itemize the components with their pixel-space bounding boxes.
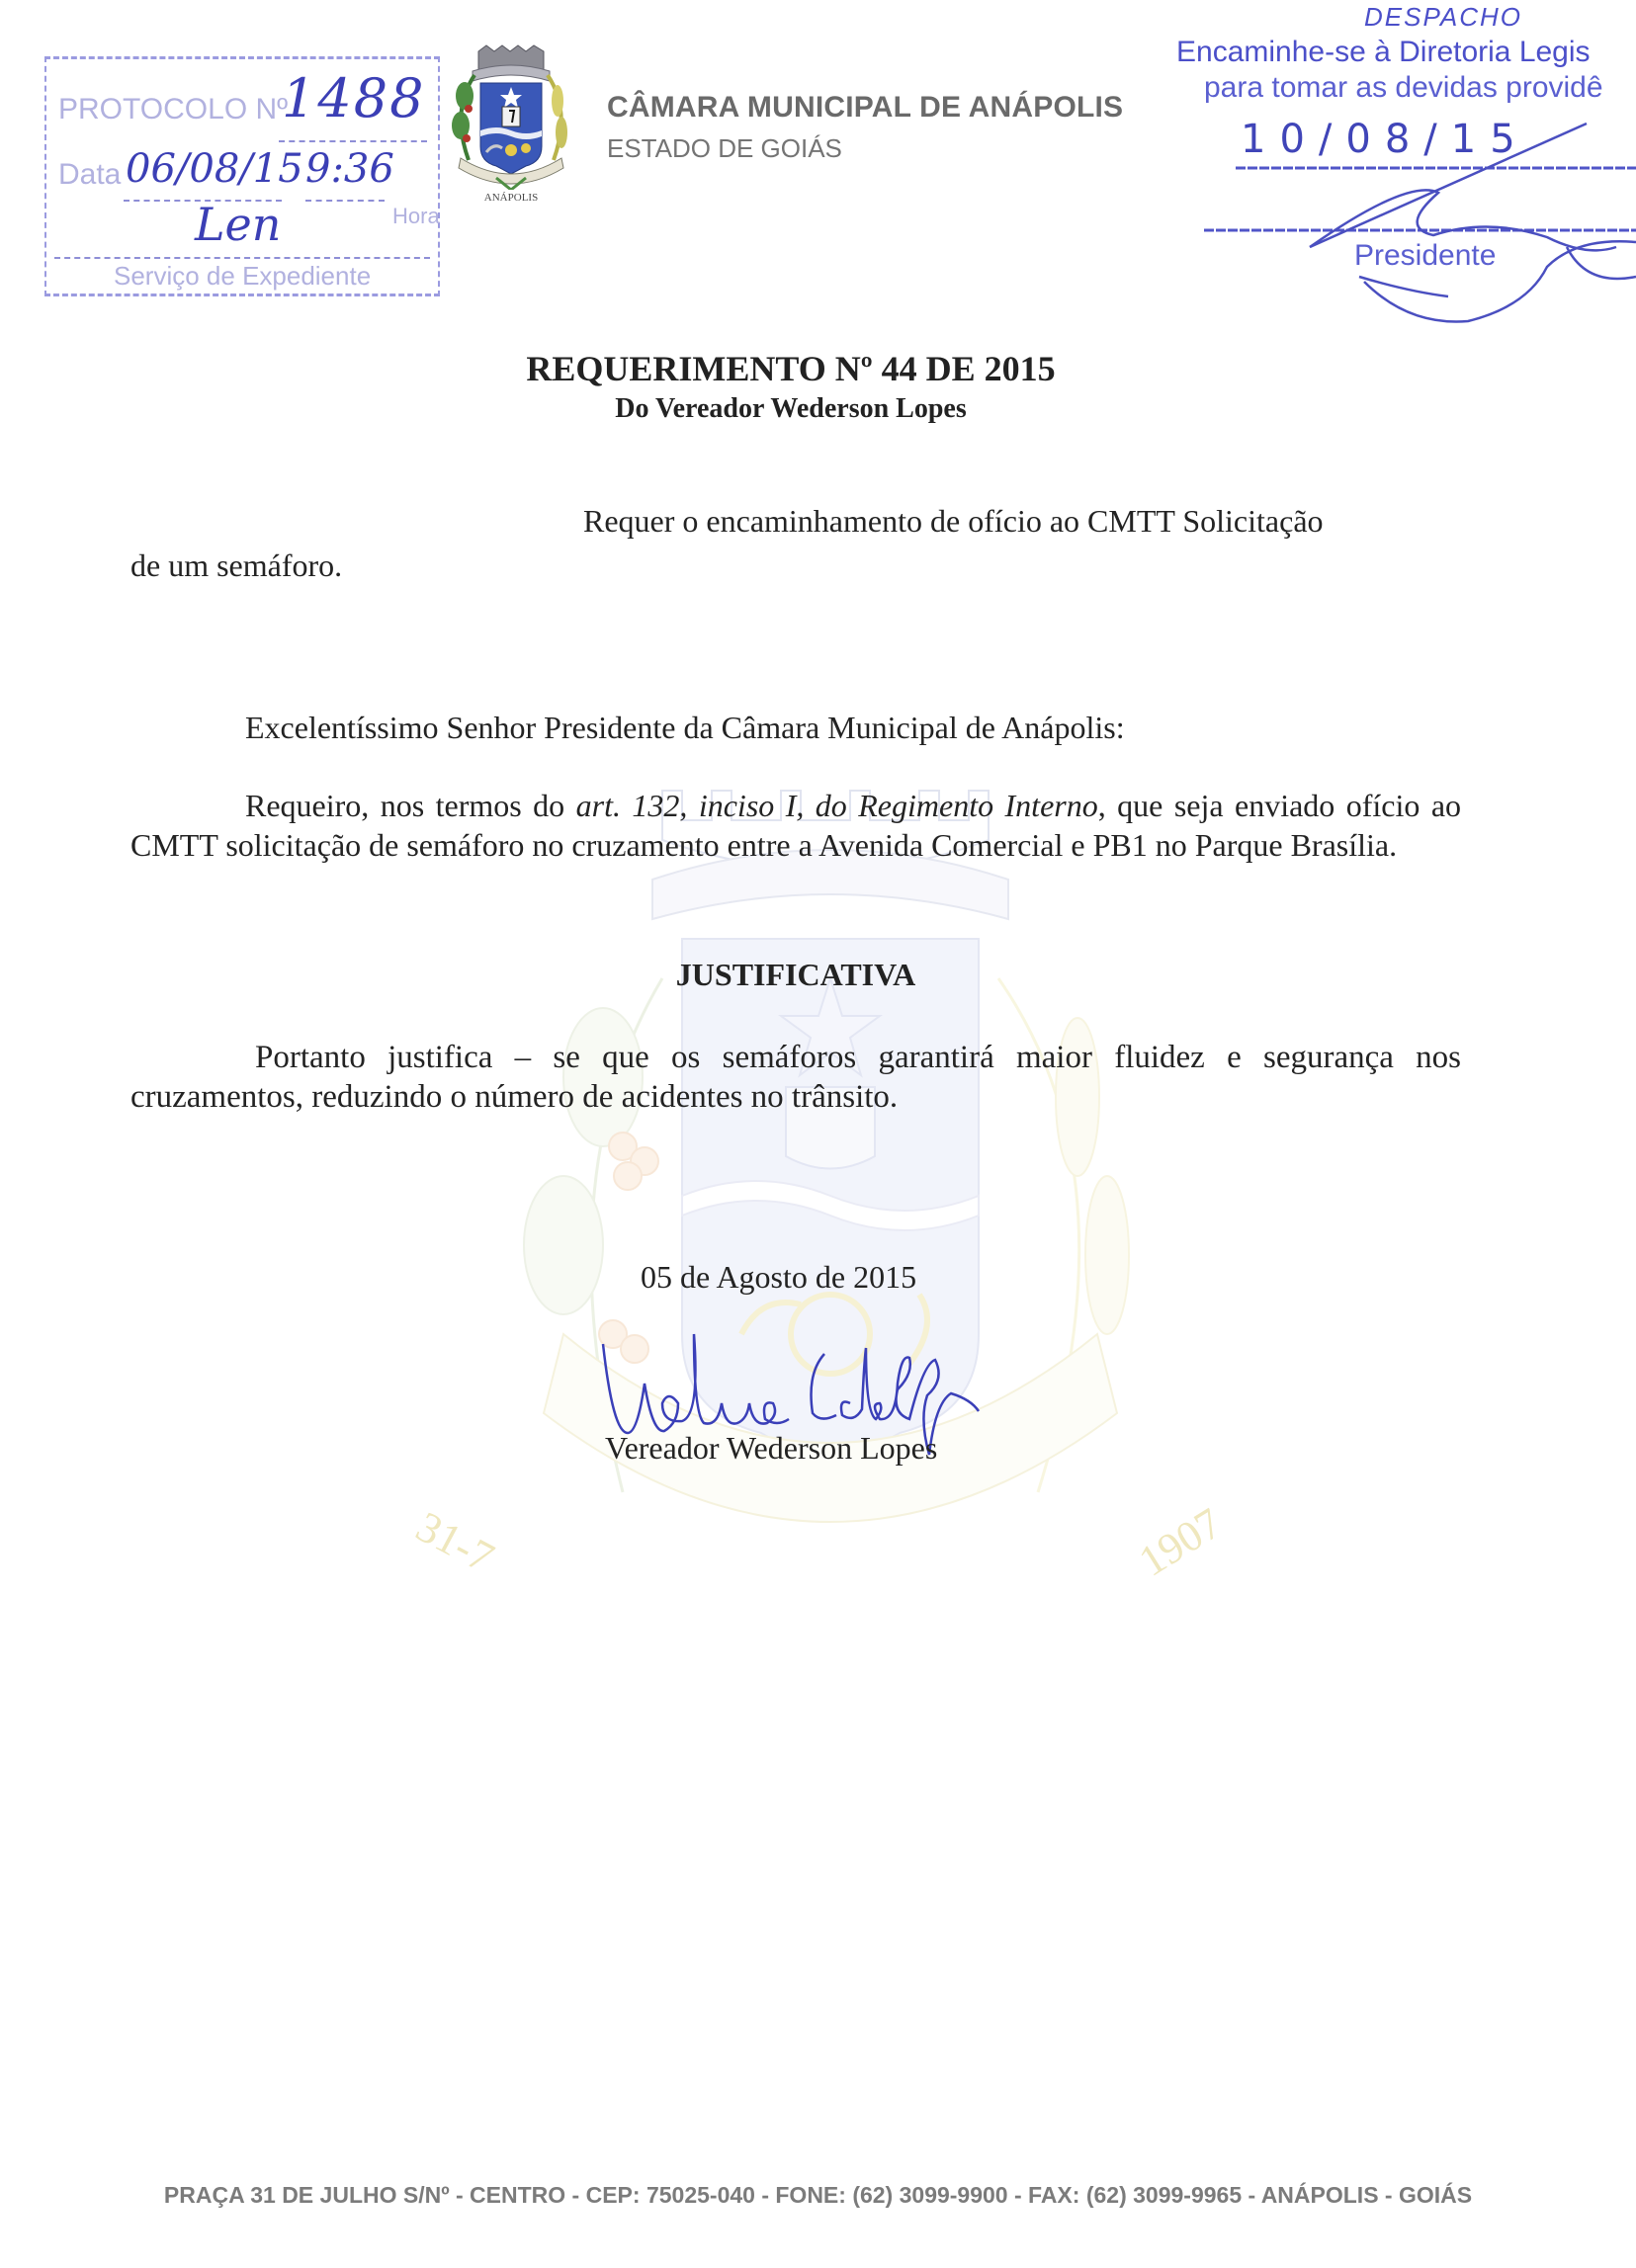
document-date: 05 de Agosto de 2015 [641,1259,917,1295]
despacho-stamp [1171,0,1636,336]
protocol-time: 9:36 [305,146,394,192]
justification-heading: JUSTIFICATIVA [675,957,916,992]
regimento-citation: art. 132, inciso I, do Regimento Interno [575,788,1098,823]
footer-address: PRAÇA 31 DE JULHO S/Nº - CENTRO - CEP: 75025-040 - FONE: (62) 3099-9900 - FAX: (62) 3099-9965 - ANÁPOLIS - GOIÁS [163,2182,1473,2208]
watermark-right-year: 1907 [1130,1498,1231,1586]
letterhead-subtitle: ESTADO DE GOIÁS [607,133,842,163]
protocol-initials: Len [195,198,282,251]
despacho-date: 10/08/15 [1241,117,1529,162]
despacho-heading: DESPACHO [1364,2,1522,32]
document-title: REQUERIMENTO Nº 44 DE 2015 [526,349,1056,388]
request-text-end: , que seja enviado ofício ao CMTT solicitação de semáforo no cruzamento entre a Avenida Comercial e PB1 no Parque Brasília. [130,788,1462,863]
salutation: Excelentíssimo Senhor Presidente da Câmara Municipal de Anápolis: [245,710,1125,745]
ementa-line-2: de um semáforo. [130,547,343,583]
logo-text: ANÁPOLIS [483,192,539,204]
signatory-name: Vereador Wederson Lopes [605,1430,938,1466]
protocol-stamp [44,56,440,296]
city-coat-of-arms-logo [447,42,575,190]
protocol-date: 06/08/15 [126,146,303,192]
despacho-instruction-line2: para tomar as devidas providê [1204,71,1603,104]
protocol-label: PROTOCOLO Nº [58,93,289,126]
letterhead-title: CÂMARA MUNICIPAL DE ANÁPOLIS [607,91,1124,124]
despacho-role: Presidente [1354,239,1497,272]
hour-label: Hora [392,204,440,228]
date-label: Data [58,158,122,191]
watermark-left-year: 31-7 [408,1501,502,1583]
document-author: Do Vereador Wederson Lopes [615,393,967,424]
request-text-start: Requeiro, nos termos do [245,788,576,823]
president-signature [1171,0,1636,336]
coat-of-arms-watermark [386,781,1275,1611]
protocol-number: 1488 [282,67,426,129]
department-label: Serviço de Expediente [114,261,372,291]
despacho-instruction-line1: Encaminhe-se à Diretoria Legis [1176,36,1591,68]
request-paragraph [130,786,1461,865]
justification-paragraph: Portanto justifica – se que os semáforos garantirá maior fluidez e segurança nos cruzamentos, reduzindo o número de acidentes no trânsito. [130,1040,1461,1115]
ementa-line-1: Requer o encaminhamento de ofício ao CMTT Solicitação [583,503,1324,539]
